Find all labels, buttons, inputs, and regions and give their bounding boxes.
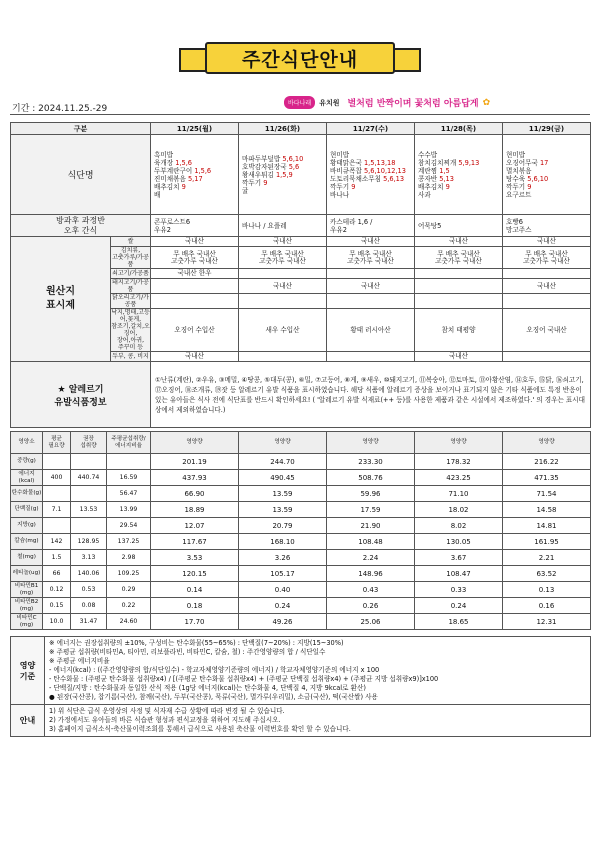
origin-item: 닭오리고기/가공품 [112,294,149,308]
origin-value: 무 배추 국내산 고춧가루 국내산 [415,247,503,269]
nutrient-rec: 0.08 [71,598,107,614]
nutrient-name: 에너지(kcal) [11,470,43,486]
origin-value: 새우 수입산 [239,309,327,352]
menu-item-name: 참치김치찌개 [418,158,457,167]
origin-item: 낙지,명태,고등어,꽃게, 참조기,갈치,오징어, 장어,아귀, 주꾸미 등 [111,309,150,351]
origin-value: 무 배추 국내산 고춧가루 국내산 [503,247,591,269]
criteria-line: ● 된장(국산콩), 찹기름(국산), 참깨(국산), 두부(국산콩), 묵류(국산), 멸가루(우리밀), 소금(국산), 떡(국산쌀) 사용 [49,693,378,701]
menu-item-name: 요구르트 [506,190,532,199]
nutrient-value: 108.47 [415,566,503,582]
meal-cell [415,135,503,215]
snack-cell: 카스테라 1,6 / 우유2 [327,215,415,237]
nutrient-avg [43,518,71,534]
menu-item [154,191,235,199]
nutrient-value: 0.18 [151,598,239,614]
menu-item [418,167,499,175]
nutrient-value: 20.79 [239,518,327,534]
allergen-codes: 9 [263,178,268,187]
allergen-codes: 1,5,6 [194,166,212,175]
title-tab-right [391,48,421,72]
nutrient-value: 21.90 [327,518,415,534]
nutrient-value: 0.13 [503,582,591,598]
nutrient-value: 0.40 [239,582,327,598]
origin-value [503,269,591,279]
nutrient-value: 14.81 [503,518,591,534]
origin-value [239,352,327,362]
nutrient-value: 25.06 [327,614,415,630]
nutrient-name: 칼슘(mg) [11,534,43,550]
menu-item-name: 배추김치 [418,182,444,191]
menu-item-name: 현미밥 [506,150,526,159]
menu-item [418,151,499,159]
origin-value: 국내산 [151,237,239,247]
menu-item [506,151,587,159]
nutrient-week: 0.22 [107,598,151,614]
guide-label: 안내 [11,705,45,737]
nutrient-rec [71,454,107,470]
menu-table [10,122,591,428]
origin-value [503,294,591,309]
nutrient-value: 63.52 [503,566,591,582]
meal-cell [151,135,239,215]
nutrient-value: 66.90 [151,486,239,502]
origin-item: 두부, 콩, 비지 [112,353,149,360]
criteria-line: - 탄수화물 : (주평균 탄수화물 섭취량x4) / [(주평균 탄수화물 섭취량x4) + (주평균 단백질 섭취량x4) + (주평균 지방 섭취량x9)]x100 [49,675,439,683]
origin-value: 오징어 수입산 [151,309,239,352]
nutrient-avg: 66 [43,566,71,582]
origin-value [503,352,591,362]
criteria-line: - 에너지(kcal) : ((주간영양량의 합/식단일수) - 학교자체영양기준량의 에너지) / 학교자체영양기준의 에너지 x 100 [49,666,380,674]
nutrient-value: 0.26 [327,598,415,614]
menu-item-name: 오징어무국 [506,158,538,167]
menu-item [154,151,235,159]
day-header: 11/27(수) [327,123,415,135]
nutrient-value: 49.26 [239,614,327,630]
origin-item: 김치류, 고춧가루/가공품 [112,247,149,268]
menu-item [330,183,411,191]
nutrient-week: 137.25 [107,534,151,550]
period: 기간 : 2024.11.25.-29 [12,104,108,114]
nutrient-week: 56.47 [107,486,151,502]
nutrition-header: 영양소 [11,432,43,454]
menu-item [330,159,411,167]
nutrient-avg: 400 [43,470,71,486]
nutrient-value: 0.16 [503,598,591,614]
origin-value [327,352,415,362]
menu-item-name: 바나나 [330,190,350,199]
menu-item-name: 깍두기 [242,178,262,187]
origin-value: 국내산 [503,279,591,294]
menu-item [418,183,499,191]
origin-value: 황태 러시아산 [327,309,415,352]
nutrient-value: 233.30 [327,454,415,470]
nutrient-value: 2.21 [503,550,591,566]
nutrient-value: 3.26 [239,550,327,566]
nutrient-value: 490.45 [239,470,327,486]
nutrition-header: 영양량 [151,432,239,454]
origin-value: 국내산 [415,352,503,362]
menu-item [506,175,587,183]
menu-item-name: 깍두기 [330,182,350,191]
nutrient-value: 13.59 [239,502,327,518]
nutrient-value: 12.07 [151,518,239,534]
nutrient-value: 0.33 [415,582,503,598]
nutrient-name: 철(mg) [11,550,43,566]
origin-value: 국내산 [327,237,415,247]
allergen-codes: 1,5,6 [175,158,192,167]
menu-item [242,187,323,195]
nutrition-header: 주평균섭취량/ 에너지비율 [107,432,151,454]
menu-item [242,155,323,163]
nutrient-avg: 1.5 [43,550,71,566]
origin-value [415,294,503,309]
nutrient-week: 2.98 [107,550,151,566]
menu-item [506,159,587,167]
origin-value: 국내산 [503,237,591,247]
nutrient-rec: 0.53 [71,582,107,598]
origin-value [151,279,239,294]
nutrient-value: 3.53 [151,550,239,566]
nutrient-rec: 140.06 [71,566,107,582]
nutrient-rec: 13.53 [71,502,107,518]
nutrient-value: 0.43 [327,582,415,598]
nutrient-value: 423.25 [415,470,503,486]
menu-item-name: 두부계란구이 [154,166,193,175]
guide-line: 1) 위 식단은 급식 운영상의 사정 및 식자재 수급 상황에 따라 변경 될 수 있습니다. [49,707,285,715]
allergen-codes: 9 [527,182,532,191]
nutrient-rec [71,486,107,502]
nutrition-header: 영양량 [415,432,503,454]
origin-value [415,269,503,279]
nutrient-week: 13.99 [107,502,151,518]
menu-item [418,191,499,199]
criteria-line: - 단백질/지방 : 탄수화물과 동일한 산식 적용 (1g당 에너지(kcal)는 탄수화물 4, 단백질 4, 지방 9kcal로 환산) [49,684,366,692]
origin-value [415,279,503,294]
nutrient-avg [43,486,71,502]
menu-item [506,191,587,199]
menu-item-name: 진미채볶음 [154,174,186,183]
nutrition-header: 영양량 [503,432,591,454]
menu-item [506,167,587,175]
allergen-codes: 1,5 [439,166,450,175]
menu-item-name: 깍두기 [506,182,526,191]
nutrient-value: 17.70 [151,614,239,630]
origin-value: 국내산 한우 [151,269,239,279]
allergy-text: ①난류(계란), ②우유, ③메밀, ④땅콩, ⑤대두(콩), ⑥밀, ⑦고등어, ⑧게, ⑨새우, ⑩돼지고기, ⑪복숭아, ⑫토마토, ⑬아황산염, ⑭호두, ⑮닭, ⑯쇠고기, ⑰오징어, ⑱조개류, ⑲잣 등 알레르기 유발 식품을 표시하였습니다. 해당 식품에 알레르기 증상을 보이거나 표기되지 않은 기타 식품에도 특정 반응이 있는 유아들은 식사 전에 식단표를 반드시 확인하세요! ( '알레르기 유발 식재료(++ 등)를 사용한 제품과 같은 시설에서 제조하였다.' 의 경우는 표시대상에서 제외하였습니다.) [151,362,591,428]
origin-label: 원산지 표시제 [11,237,111,362]
brand-name: 유치원 [319,98,340,107]
nutrient-avg: 0.12 [43,582,71,598]
criteria-line: ※ 에너지는 권장섭취량의 ±10%, 구성비는 탄수화물(55~65%) : 단백질(7~20%) : 지방(15~30%) [49,639,344,647]
origin-value: 국내산 [327,279,415,294]
menu-item-name: 흑미밥 [154,150,174,159]
nutrient-value: 18.89 [151,502,239,518]
allergen-codes: 1,5,13,18 [363,158,396,167]
allergy-label: ★ 알레르기 유발식품정보 [11,362,151,428]
allergen-codes: 9 [181,182,186,191]
snack-cell: 호빵6 망고주스 [503,215,591,237]
nutrient-value: 201.19 [151,454,239,470]
origin-value: 참치 태평양 [415,309,503,352]
allergen-codes: 5,17 [187,174,203,183]
day-header: 11/29(금) [503,123,591,135]
nutrient-rec: 3.13 [71,550,107,566]
nutrient-week [107,454,151,470]
guide-line: 2) 가정에서도 유아들의 바른 식습관 형성과 편식교정을 위하여 지도해 주십시오. [49,716,281,724]
day-header: 11/26(화) [239,123,327,135]
origin-value [327,269,415,279]
snack-cell: 콘푸로스트6 우유2 [151,215,239,237]
menu-item [330,167,411,175]
allergen-codes: 1,5,9 [275,170,293,179]
origin-item: 돼지고기/가공품 [112,279,149,293]
origin-value: 무 배추 국내산 고춧가루 국내산 [151,247,239,269]
nutrient-avg: 7.1 [43,502,71,518]
origin-value: 무 배추 국내산 고춧가루 국내산 [327,247,415,269]
nutrient-name: 레티놀(ug) [11,566,43,582]
nutrient-week: 0.29 [107,582,151,598]
header-divider [10,114,590,115]
meal-cell [239,135,327,215]
nutrient-value: 14.58 [503,502,591,518]
guide-body [45,705,591,737]
menu-item-name: 황태맑은국 [330,158,362,167]
menu-item-name: 계란찜 [418,166,438,175]
page-title: 주간식단안내 [205,42,395,74]
menu-item [154,183,235,191]
nutrient-value: 3.67 [415,550,503,566]
menu-item [418,175,499,183]
origin-value [151,294,239,309]
criteria-label: 영양 기준 [11,637,45,705]
day-header: 11/25(월) [151,123,239,135]
origin-item: 쇠고기/가공품 [112,270,149,277]
nutrient-value: 130.05 [415,534,503,550]
menu-item-name: 육개장 [154,158,174,167]
menu-item-name: 왕새우튀김 [242,170,274,179]
nutrient-week: 16.59 [107,470,151,486]
allergen-codes: 5,6 [288,162,300,171]
origin-value: 무 배추 국내산 고춧가루 국내산 [239,247,327,269]
menu-item-name: 현미밥 [330,150,350,159]
origin-value: 국내산 [239,237,327,247]
allergen-codes: 5,9,13 [458,158,480,167]
nutrient-value: 471.35 [503,470,591,486]
menu-item-name: 배 [154,190,161,199]
nutrition-header: 권장 섭취량 [71,432,107,454]
nutrient-value: 0.14 [151,582,239,598]
allergen-codes: 5,13 [439,174,454,183]
menu-item [242,179,323,187]
origin-value: 오징어 국내산 [503,309,591,352]
nutrient-value: 18.65 [415,614,503,630]
guide-line: 3) 홈페이지 급식소식-축산물이력조회를 통해서 급식으로 사용된 축산물 이력번호를 확인 할 수 있습니다. [49,725,351,733]
origin-value [239,269,327,279]
allergen-codes: 9 [351,182,356,191]
menu-item-name: 탕수육 [506,174,526,183]
snack-label: 방과후 과정반 오후 간식 [11,215,151,237]
snack-cell: 바나나 / 요플레 [239,215,327,237]
menu-item-name: 배추김치 [154,182,180,191]
day-header: 11/28(목) [415,123,503,135]
meal-cell [503,135,591,215]
menu-item [330,151,411,159]
info-table [10,636,591,737]
nutrient-avg: 0.15 [43,598,71,614]
brand-logo: 바다나래 [284,96,315,109]
menu-item [154,159,235,167]
allergen-codes: 5,6,10 [282,154,304,163]
menu-item-name: 귤 [242,186,249,195]
flower-icon: ✿ [482,97,491,108]
nutrient-value: 0.24 [239,598,327,614]
origin-value: 국내산 [151,352,239,362]
origin-value [239,294,327,309]
nutrient-name: 비타민B1 (mg) [11,582,43,598]
nutrient-value: 8.02 [415,518,503,534]
nutrient-week: 29.54 [107,518,151,534]
nutrient-value: 161.95 [503,534,591,550]
nutrient-value: 108.48 [327,534,415,550]
nutrient-value: 71.10 [415,486,503,502]
menu-item-name: 콩자반 [418,174,438,183]
nutrient-value: 18.02 [415,502,503,518]
criteria-body [45,637,591,705]
snack-cell: 어묵탕5 [415,215,503,237]
nutrient-name: 탄수화물(g) [11,486,43,502]
nutrient-week: 24.60 [107,614,151,630]
nutrient-name: 비타민C (mg) [11,614,43,630]
nutrient-rec: 440.74 [71,470,107,486]
nutrient-name: 지방(g) [11,518,43,534]
meal-label: 식단명 [11,135,151,215]
nutrient-name: 비타민B2 (mg) [11,598,43,614]
nutrient-rec: 128.95 [71,534,107,550]
nutrient-value: 168.10 [239,534,327,550]
nutrient-week: 109.25 [107,566,151,582]
nutrient-value: 105.17 [239,566,327,582]
nutrient-value: 437.93 [151,470,239,486]
menu-item [154,167,235,175]
nutrient-value: 148.96 [327,566,415,582]
menu-item-name: 멸치볶음 [506,166,532,175]
allergen-codes: 5,6,13 [383,174,405,183]
nutrient-value: 71.54 [503,486,591,502]
nutrition-header: 영양량 [239,432,327,454]
menu-item-name: 바비큐폭찹 [330,166,362,175]
nutrient-value: 508.76 [327,470,415,486]
nutrient-value: 244.70 [239,454,327,470]
origin-value: 국내산 [239,279,327,294]
nutrient-value: 2.24 [327,550,415,566]
allergen-codes: 5,6,10,12,13 [363,166,406,175]
menu-item-name: 도토리묵채소무침 [330,174,381,183]
menu-item [242,163,323,171]
menu-item [330,175,411,183]
nutrient-value: 13.59 [239,486,327,502]
menu-item-name: 호박감자된장국 [242,162,287,171]
nutrition-header: 평균 필요량 [43,432,71,454]
criteria-line: ※ 주평균 섭취량(비타민A, 티아민, 리보플라빈, 비타민C, 칼슘, 철) : 주간영양량의 합 / 식단일수 [49,648,326,656]
nutrient-rec: 31.47 [71,614,107,630]
origin-item: 쌀 [111,237,151,247]
nutrient-value: 120.15 [151,566,239,582]
allergen-codes: 17 [539,158,549,167]
nutrient-value: 12.31 [503,614,591,630]
nutrient-name: 중량(g) [11,454,43,470]
nutrient-name: 단백질(g) [11,502,43,518]
nutrient-avg [43,454,71,470]
nutrition-table [10,431,591,630]
slogan: 별처럼 반짝이며 꽃처럼 아름답게 [347,99,479,109]
menu-item-name: 마파두부덮밥 [242,154,281,163]
nutrient-value: 216.22 [503,454,591,470]
menu-item [242,171,323,179]
menu-item [418,159,499,167]
header-category: 구분 [11,123,151,135]
brand [284,96,490,109]
nutrition-header: 영양량 [327,432,415,454]
title-banner [175,34,425,84]
nutrient-value: 59.96 [327,486,415,502]
nutrient-value: 178.32 [415,454,503,470]
menu-item-name: 사과 [418,190,431,199]
allergen-codes: 9 [445,182,450,191]
nutrient-avg: 10.0 [43,614,71,630]
menu-item-name: 수수밥 [418,150,438,159]
nutrient-rec [71,518,107,534]
nutrient-value: 117.67 [151,534,239,550]
menu-item [506,183,587,191]
nutrient-value: 17.59 [327,502,415,518]
nutrient-avg: 142 [43,534,71,550]
origin-value [327,294,415,309]
nutrient-value: 0.24 [415,598,503,614]
criteria-line: ※ 주평균 에너지비율 [49,657,110,665]
origin-value: 국내산 [415,237,503,247]
meal-cell [327,135,415,215]
menu-item [154,175,235,183]
allergen-codes: 5,6,10 [527,174,549,183]
menu-item [330,191,411,199]
